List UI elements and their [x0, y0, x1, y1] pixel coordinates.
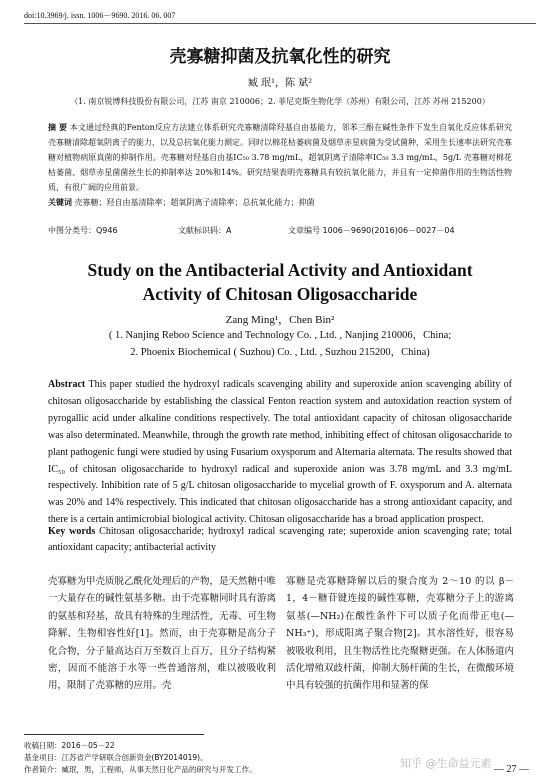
english-keywords-label: Key words — [48, 526, 96, 537]
body-column-left: 壳寡糖为甲壳质脱乙酰化处理后的产物，是天然糖中唯一大量存在的碱性氨基多糖。由于壳寡糖同时具有游离的氨基和羟基，故具有特殊的生理活性，无毒、可生物降解、生物相容性好[1]。然而，由于壳寡糖是高分子化合物，分子量高达百万至数百上百万，且分子结构紧密，因而不能溶于水等一些普通溶剂，难以被吸收利用，限制了壳寡糖的应用。壳 — [48, 576, 277, 692]
english-abstract-text: This paper studied the hydroxyl radicals scavenging ability and superoxide anion scavenging ability of chitosan oligosaccharide by establishing the classical Fenton reaction system and autoxidation reaction system of pyrogallic acid under alkaline conditions respectively. The total antioxidant capacity of chitosan oligosaccharide was also determinated. Meanwhile, through the growth rate method, inhibiting effect of chitosan oligosaccharide to plant pathogenic fungi were studied by using Fusarium oxysporum and Alternaria alternata. The results showed that IC₅₀ of chitosan oligosaccharide to hydroxyl radical and superoxide anion was 3.78 mg/mL and 3.3 mg/mL respectively. Inhibition rate of 5 g/L chitosan oligosaccharide to mycelial growth of F. oxysporum and A. alternata was 20% and 14% respectively. This indicated that chitosan oligosaccharide has a strong antioxidant capacity, and there is a certain antimicrobial biological activity. Chitosan oligosaccharide has a broad application prospect. — [48, 379, 512, 526]
chinese-keywords-label: 关键词 — [48, 198, 72, 207]
chinese-abstract — [48, 120, 512, 210]
page-number: — 27 — — [494, 764, 529, 775]
english-keywords — [48, 524, 512, 556]
english-title — [0, 258, 560, 306]
chinese-authors: 臧 珉¹，陈 斌² — [247, 78, 313, 89]
english-abstract-label: Abstract — [48, 379, 86, 390]
english-title-line2: Activity of Chitosan Oligosaccharide — [142, 284, 418, 304]
watermark: 知乎 @生命益元素 — [400, 757, 492, 770]
english-affiliations — [0, 327, 560, 361]
english-authors: Zang Ming¹，Chen Bin² — [225, 314, 335, 326]
english-affiliation-line1: ( 1. Nanjing Reboo Science and Technology Co. , Ltd. , Nanjing 210006，China; — [108, 330, 452, 341]
footnote-received: 收稿日期：2016－05－22 — [24, 741, 115, 750]
english-affiliation-line2: 2. Phoenix Biochemical ( Suzhou) Co. , Ltd. , Suzhou 215200，China) — [130, 347, 430, 358]
chinese-abstract-text: 本文通过经典的Fenton反应方法建立体系研究壳寡糖清除羟基自由基能力，邻苯三酚在碱性条件下发生自氧化反应体系研究壳寡糖清除超氧阴离子的能力，以及总抗氧化能力测定。同时以棉花枯萎病菌及烟草赤星病菌为受试菌种，采用生长速率法研究壳寡糖对植物病原真菌的抑制作用。壳寡糖对羟基自由基IC₅₀ 3.78 mg/mL，超氧阴离子清除率IC₅₀ 3.3 mg/mL，5g/L 壳寡糖对棉花枯萎菌、烟草赤星菌菌丝生长的抑制率达 20%和14%。研究结果表明壳寡糖具有较抗氧化能力，并且有一定抑菌作用的生物活性物质，有很广阔的应用前景。 — [48, 123, 512, 192]
chinese-keywords-text: 壳寡糖；羟自由基清除率；超氧阴离子清除率；总抗氧化能力；抑菌 — [74, 198, 315, 207]
doi-line: doi:10.3969/j. issn. 1006－9690. 2016. 06. 007 — [24, 11, 176, 20]
footnote-rule — [24, 734, 204, 735]
header-rule — [24, 23, 536, 24]
english-abstract — [48, 377, 512, 529]
footnote-author: 作者简介：臧珉，男，工程师，从事天然日化产品的研究与开发工作。 — [24, 765, 257, 774]
classification-row — [48, 225, 512, 236]
article-number: 文章编号 1006－9690(2016)06－0027－04 — [288, 226, 455, 235]
chinese-title: 壳寡糖抑菌及抗氧化性的研究 — [169, 47, 391, 67]
footnotes — [24, 740, 257, 776]
document-code: 文献标识码：A — [178, 226, 232, 235]
chinese-affiliations: （1. 南京锐博科技股份有限公司，江苏 南京 210006；2. 菲尼克斯生物化学（苏州）有限公司，江苏 苏州 215200） — [70, 97, 490, 106]
english-title-line1: Study on the Antibacterial Activity and Antioxidant — [87, 260, 473, 280]
body-column-right: 寡糖是壳寡糖降解以后的聚合度为 2～10 的以 β－1，4－糖苷键连接的碱性寡糖，壳寡糖分子上的游离氨基(—NH₂)在酸性条件下可以质子化而带正电(—NH₃⁺)，形成阳离子聚合物[2]。其水溶性好，很容易被吸收利用，且生物活性比壳聚糖更强。在人体肠道内活化增殖双歧杆菌，抑制大肠杆菌的生长，在微酸环境中具有较强的抗菌作用和显著的保 — [286, 576, 515, 692]
english-keywords-text: Chitosan oligosaccharide; hydroxyl radical scavenging rate; superoxide anion scavenging rate; total antioxidant capacity; antibacterial activity — [48, 526, 513, 553]
chinese-abstract-label: 摘 要 — [48, 123, 68, 132]
class-number: 中图分类号：Q946 — [48, 226, 118, 235]
footnote-fund: 基金项目：江苏省产学研联合创新资金(BY2014019)。 — [24, 753, 208, 762]
